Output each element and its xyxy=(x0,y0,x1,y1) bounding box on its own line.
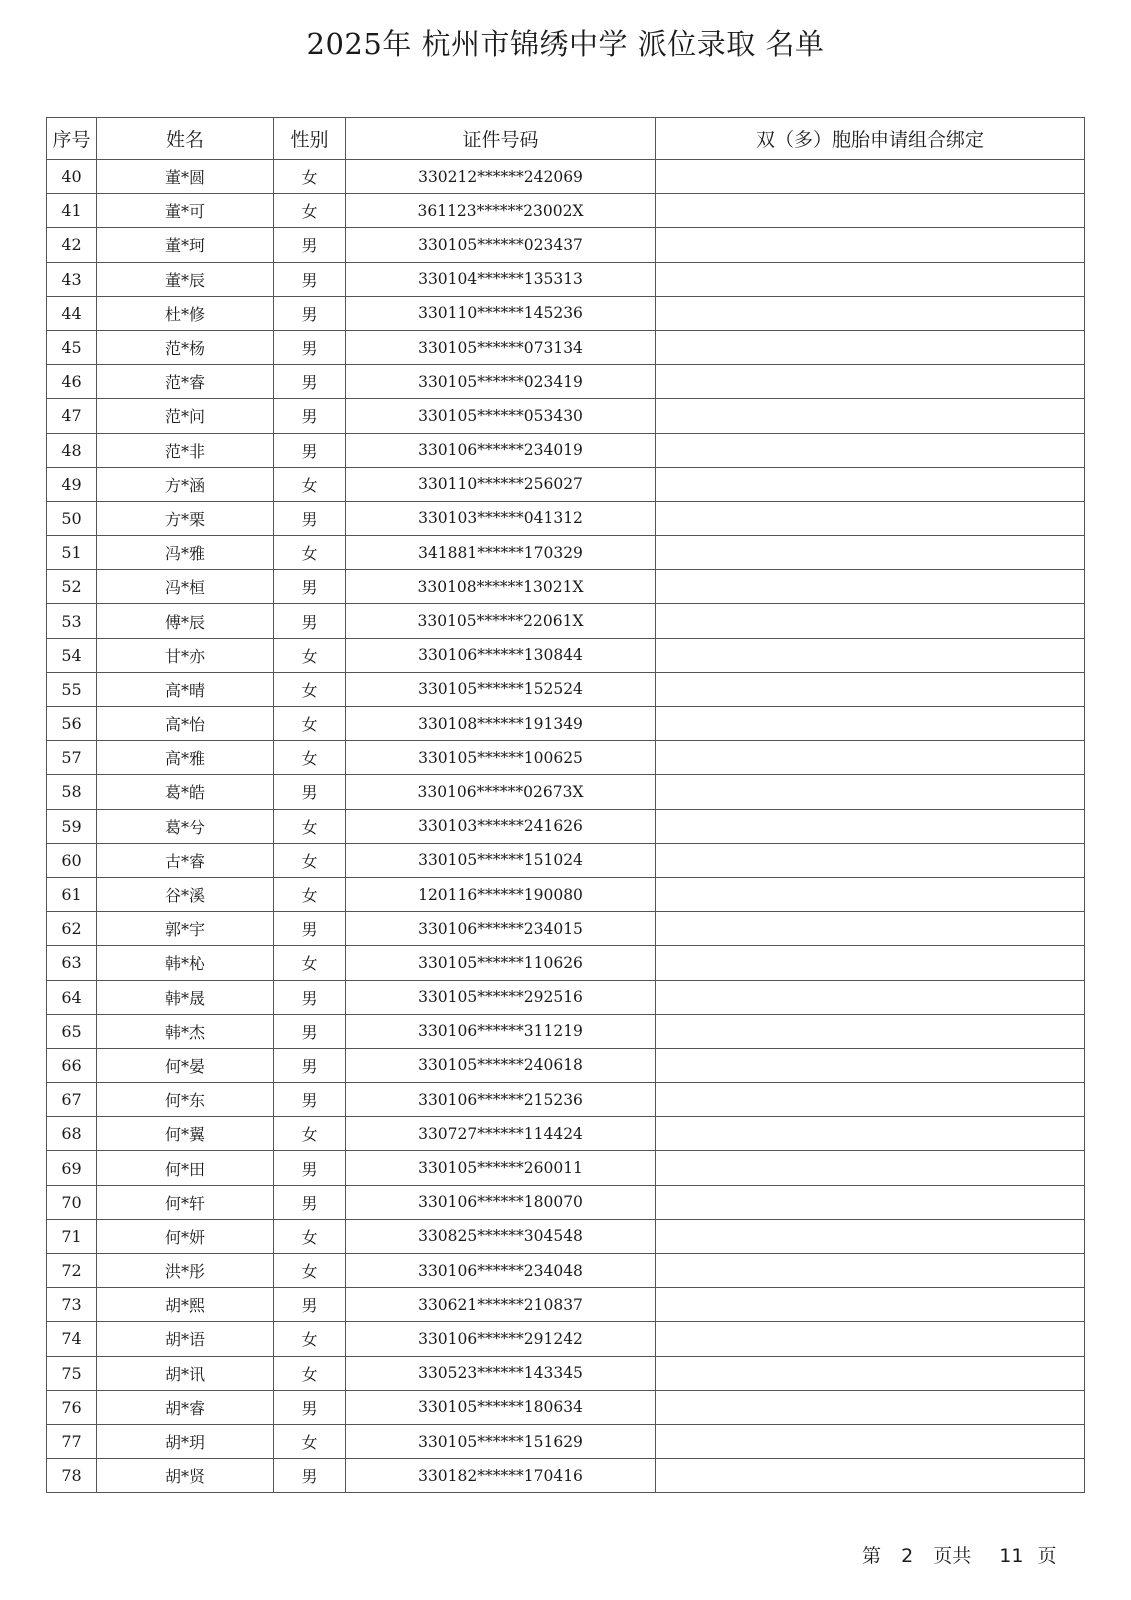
cell-gender: 男 xyxy=(274,262,346,296)
cell-name: 何*翼 xyxy=(97,1117,274,1151)
cell-twin-binding xyxy=(656,433,1085,467)
table-row xyxy=(47,160,1085,194)
cell-serial: 57 xyxy=(47,741,97,775)
cell-id-number: 330106******215236 xyxy=(346,1083,656,1117)
admission-table xyxy=(46,117,1085,1493)
cell-gender: 男 xyxy=(274,604,346,638)
cell-serial: 62 xyxy=(47,912,97,946)
table-row xyxy=(47,980,1085,1014)
column-header-gender: 性别 xyxy=(274,118,346,160)
cell-serial: 74 xyxy=(47,1322,97,1356)
cell-name: 傅*辰 xyxy=(97,604,274,638)
cell-serial: 61 xyxy=(47,877,97,911)
cell-gender: 女 xyxy=(274,160,346,194)
column-header-twin-binding: 双（多）胞胎申请组合绑定 xyxy=(656,118,1085,160)
cell-twin-binding xyxy=(656,912,1085,946)
cell-id-number: 330621******210837 xyxy=(346,1288,656,1322)
cell-id-number: 120116******190080 xyxy=(346,877,656,911)
cell-id-number: 330105******110626 xyxy=(346,946,656,980)
cell-id-number: 330106******180070 xyxy=(346,1185,656,1219)
cell-twin-binding xyxy=(656,160,1085,194)
cell-twin-binding xyxy=(656,877,1085,911)
table-row xyxy=(47,707,1085,741)
cell-id-number: 330105******023437 xyxy=(346,228,656,262)
table-row xyxy=(47,1459,1085,1493)
cell-id-number: 361123******23002X xyxy=(346,194,656,228)
cell-twin-binding xyxy=(656,1424,1085,1458)
table-row xyxy=(47,399,1085,433)
cell-serial: 55 xyxy=(47,672,97,706)
cell-id-number: 330105******152524 xyxy=(346,672,656,706)
cell-twin-binding xyxy=(656,741,1085,775)
cell-serial: 44 xyxy=(47,296,97,330)
cell-serial: 41 xyxy=(47,194,97,228)
page-title: 2025年 杭州市锦绣中学 派位录取 名单 xyxy=(306,27,825,61)
cell-gender: 女 xyxy=(274,1322,346,1356)
table-row xyxy=(47,1117,1085,1151)
cell-twin-binding xyxy=(656,1185,1085,1219)
cell-twin-binding xyxy=(656,194,1085,228)
cell-name: 杜*修 xyxy=(97,296,274,330)
cell-name: 董*辰 xyxy=(97,262,274,296)
cell-gender: 女 xyxy=(274,194,346,228)
cell-name: 何*晏 xyxy=(97,1048,274,1082)
cell-name: 何*东 xyxy=(97,1083,274,1117)
cell-id-number: 330105******22061X xyxy=(346,604,656,638)
cell-name: 胡*语 xyxy=(97,1322,274,1356)
cell-id-number: 330105******100625 xyxy=(346,741,656,775)
cell-gender: 女 xyxy=(274,672,346,706)
cell-name: 胡*讯 xyxy=(97,1356,274,1390)
cell-id-number: 330108******13021X xyxy=(346,570,656,604)
cell-twin-binding xyxy=(656,365,1085,399)
cell-name: 葛*皓 xyxy=(97,775,274,809)
cell-id-number: 330105******023419 xyxy=(346,365,656,399)
cell-id-number: 330105******073134 xyxy=(346,330,656,364)
cell-gender: 女 xyxy=(274,809,346,843)
cell-id-number: 330104******135313 xyxy=(346,262,656,296)
cell-id-number: 341881******170329 xyxy=(346,536,656,570)
cell-twin-binding xyxy=(656,775,1085,809)
cell-serial: 78 xyxy=(47,1459,97,1493)
table-row xyxy=(47,877,1085,911)
cell-id-number: 330108******191349 xyxy=(346,707,656,741)
cell-serial: 67 xyxy=(47,1083,97,1117)
cell-serial: 77 xyxy=(47,1424,97,1458)
table-row xyxy=(47,775,1085,809)
cell-gender: 男 xyxy=(274,1048,346,1082)
cell-twin-binding xyxy=(656,1390,1085,1424)
cell-gender: 女 xyxy=(274,536,346,570)
cell-serial: 75 xyxy=(47,1356,97,1390)
cell-serial: 65 xyxy=(47,1014,97,1048)
table-row xyxy=(47,1219,1085,1253)
cell-name: 范*非 xyxy=(97,433,274,467)
cell-serial: 59 xyxy=(47,809,97,843)
cell-name: 胡*玥 xyxy=(97,1424,274,1458)
cell-gender: 男 xyxy=(274,1288,346,1322)
cell-serial: 50 xyxy=(47,501,97,535)
page-footer xyxy=(862,1541,1057,1568)
cell-serial: 64 xyxy=(47,980,97,1014)
cell-serial: 54 xyxy=(47,638,97,672)
cell-serial: 69 xyxy=(47,1151,97,1185)
cell-name: 高*怡 xyxy=(97,707,274,741)
cell-gender: 男 xyxy=(274,1014,346,1048)
cell-name: 胡*睿 xyxy=(97,1390,274,1424)
table-row xyxy=(47,501,1085,535)
table-row xyxy=(47,672,1085,706)
cell-name: 葛*兮 xyxy=(97,809,274,843)
cell-name: 韩*杺 xyxy=(97,946,274,980)
cell-twin-binding xyxy=(656,946,1085,980)
table-row xyxy=(47,1151,1085,1185)
cell-twin-binding xyxy=(656,1254,1085,1288)
cell-id-number: 330825******304548 xyxy=(346,1219,656,1253)
cell-twin-binding xyxy=(656,570,1085,604)
cell-id-number: 330103******241626 xyxy=(346,809,656,843)
cell-id-number: 330105******292516 xyxy=(346,980,656,1014)
cell-name: 谷*溪 xyxy=(97,877,274,911)
cell-serial: 58 xyxy=(47,775,97,809)
table-row xyxy=(47,262,1085,296)
cell-name: 高*晴 xyxy=(97,672,274,706)
cell-id-number: 330106******130844 xyxy=(346,638,656,672)
cell-twin-binding xyxy=(656,399,1085,433)
footer-page-number: 2 xyxy=(901,1545,914,1567)
table-row xyxy=(47,433,1085,467)
cell-serial: 46 xyxy=(47,365,97,399)
table-row xyxy=(47,604,1085,638)
cell-twin-binding xyxy=(656,1322,1085,1356)
table-row xyxy=(47,228,1085,262)
cell-twin-binding xyxy=(656,228,1085,262)
cell-gender: 女 xyxy=(274,1117,346,1151)
cell-gender: 女 xyxy=(274,707,346,741)
table-row xyxy=(47,296,1085,330)
cell-id-number: 330105******151024 xyxy=(346,843,656,877)
cell-name: 胡*熙 xyxy=(97,1288,274,1322)
cell-serial: 68 xyxy=(47,1117,97,1151)
cell-gender: 男 xyxy=(274,570,346,604)
cell-twin-binding xyxy=(656,536,1085,570)
cell-gender: 女 xyxy=(274,843,346,877)
cell-serial: 42 xyxy=(47,228,97,262)
cell-id-number: 330105******053430 xyxy=(346,399,656,433)
cell-serial: 40 xyxy=(47,160,97,194)
cell-name: 郭*宇 xyxy=(97,912,274,946)
table-row xyxy=(47,1185,1085,1219)
cell-gender: 男 xyxy=(274,399,346,433)
cell-name: 范*杨 xyxy=(97,330,274,364)
cell-gender: 男 xyxy=(274,912,346,946)
cell-id-number: 330523******143345 xyxy=(346,1356,656,1390)
cell-serial: 71 xyxy=(47,1219,97,1253)
table-row xyxy=(47,741,1085,775)
cell-serial: 70 xyxy=(47,1185,97,1219)
cell-gender: 男 xyxy=(274,501,346,535)
cell-serial: 63 xyxy=(47,946,97,980)
cell-gender: 男 xyxy=(274,1151,346,1185)
footer-middle: 页共 xyxy=(933,1545,972,1567)
table-row xyxy=(47,1390,1085,1424)
table-row xyxy=(47,946,1085,980)
footer-prefix: 第 xyxy=(862,1545,882,1567)
cell-id-number: 330103******041312 xyxy=(346,501,656,535)
cell-gender: 女 xyxy=(274,467,346,501)
cell-gender: 女 xyxy=(274,1424,346,1458)
column-header-name: 姓名 xyxy=(97,118,274,160)
cell-serial: 76 xyxy=(47,1390,97,1424)
table-row xyxy=(47,1254,1085,1288)
table-row xyxy=(47,809,1085,843)
cell-serial: 60 xyxy=(47,843,97,877)
cell-gender: 女 xyxy=(274,877,346,911)
cell-name: 方*涵 xyxy=(97,467,274,501)
cell-name: 高*雅 xyxy=(97,741,274,775)
cell-twin-binding xyxy=(656,296,1085,330)
cell-id-number: 330727******114424 xyxy=(346,1117,656,1151)
cell-id-number: 330106******02673X xyxy=(346,775,656,809)
cell-id-number: 330110******145236 xyxy=(346,296,656,330)
cell-gender: 男 xyxy=(274,365,346,399)
cell-serial: 47 xyxy=(47,399,97,433)
cell-id-number: 330105******260011 xyxy=(346,1151,656,1185)
cell-gender: 男 xyxy=(274,1390,346,1424)
cell-twin-binding xyxy=(656,638,1085,672)
cell-gender: 男 xyxy=(274,1083,346,1117)
cell-name: 董*可 xyxy=(97,194,274,228)
column-header-serial: 序号 xyxy=(47,118,97,160)
cell-name: 甘*亦 xyxy=(97,638,274,672)
cell-serial: 53 xyxy=(47,604,97,638)
cell-twin-binding xyxy=(656,604,1085,638)
cell-gender: 女 xyxy=(274,1254,346,1288)
cell-twin-binding xyxy=(656,809,1085,843)
cell-twin-binding xyxy=(656,707,1085,741)
footer-suffix: 页 xyxy=(1037,1545,1057,1567)
cell-twin-binding xyxy=(656,1459,1085,1493)
table-row xyxy=(47,1424,1085,1458)
cell-gender: 男 xyxy=(274,330,346,364)
table-row xyxy=(47,1288,1085,1322)
cell-gender: 女 xyxy=(274,741,346,775)
cell-name: 董*珂 xyxy=(97,228,274,262)
cell-twin-binding xyxy=(656,1219,1085,1253)
cell-serial: 73 xyxy=(47,1288,97,1322)
cell-twin-binding xyxy=(656,262,1085,296)
table-row xyxy=(47,1356,1085,1390)
cell-twin-binding xyxy=(656,501,1085,535)
cell-id-number: 330182******170416 xyxy=(346,1459,656,1493)
footer-total-pages: 11 xyxy=(999,1545,1024,1567)
cell-id-number: 330212******242069 xyxy=(346,160,656,194)
cell-name: 董*圆 xyxy=(97,160,274,194)
cell-name: 韩*杰 xyxy=(97,1014,274,1048)
table-row xyxy=(47,1322,1085,1356)
table-row xyxy=(47,365,1085,399)
table-row xyxy=(47,912,1085,946)
cell-gender: 男 xyxy=(274,296,346,330)
cell-serial: 48 xyxy=(47,433,97,467)
cell-serial: 66 xyxy=(47,1048,97,1082)
cell-gender: 男 xyxy=(274,1459,346,1493)
cell-serial: 45 xyxy=(47,330,97,364)
cell-id-number: 330105******151629 xyxy=(346,1424,656,1458)
cell-serial: 49 xyxy=(47,467,97,501)
cell-serial: 72 xyxy=(47,1254,97,1288)
table-row xyxy=(47,1014,1085,1048)
table-body xyxy=(47,160,1085,1493)
cell-twin-binding xyxy=(656,1288,1085,1322)
cell-serial: 56 xyxy=(47,707,97,741)
cell-serial: 52 xyxy=(47,570,97,604)
cell-id-number: 330106******291242 xyxy=(346,1322,656,1356)
cell-gender: 男 xyxy=(274,980,346,1014)
cell-twin-binding xyxy=(656,672,1085,706)
cell-id-number: 330106******234015 xyxy=(346,912,656,946)
table-row xyxy=(47,570,1085,604)
cell-twin-binding xyxy=(656,330,1085,364)
cell-name: 洪*彤 xyxy=(97,1254,274,1288)
cell-id-number: 330106******234048 xyxy=(346,1254,656,1288)
table-row xyxy=(47,638,1085,672)
cell-id-number: 330105******240618 xyxy=(346,1048,656,1082)
cell-name: 范*问 xyxy=(97,399,274,433)
cell-twin-binding xyxy=(656,1048,1085,1082)
table-row xyxy=(47,536,1085,570)
cell-gender: 男 xyxy=(274,1185,346,1219)
table-header-row xyxy=(47,118,1085,160)
cell-name: 何*妍 xyxy=(97,1219,274,1253)
cell-name: 冯*桓 xyxy=(97,570,274,604)
cell-id-number: 330105******180634 xyxy=(346,1390,656,1424)
table-row xyxy=(47,1048,1085,1082)
cell-name: 胡*贤 xyxy=(97,1459,274,1493)
cell-id-number: 330106******311219 xyxy=(346,1014,656,1048)
cell-name: 冯*雅 xyxy=(97,536,274,570)
cell-serial: 51 xyxy=(47,536,97,570)
cell-gender: 女 xyxy=(274,946,346,980)
cell-serial: 43 xyxy=(47,262,97,296)
cell-name: 何*田 xyxy=(97,1151,274,1185)
cell-twin-binding xyxy=(656,1151,1085,1185)
cell-gender: 男 xyxy=(274,775,346,809)
cell-twin-binding xyxy=(656,1117,1085,1151)
cell-twin-binding xyxy=(656,843,1085,877)
cell-gender: 女 xyxy=(274,1356,346,1390)
cell-id-number: 330106******234019 xyxy=(346,433,656,467)
table-row xyxy=(47,467,1085,501)
cell-gender: 女 xyxy=(274,638,346,672)
cell-name: 何*轩 xyxy=(97,1185,274,1219)
cell-name: 范*睿 xyxy=(97,365,274,399)
cell-twin-binding xyxy=(656,980,1085,1014)
table-row xyxy=(47,330,1085,364)
cell-name: 方*栗 xyxy=(97,501,274,535)
cell-twin-binding xyxy=(656,467,1085,501)
table-row xyxy=(47,843,1085,877)
cell-gender: 男 xyxy=(274,433,346,467)
cell-twin-binding xyxy=(656,1356,1085,1390)
table-row xyxy=(47,1083,1085,1117)
cell-name: 韩*晟 xyxy=(97,980,274,1014)
cell-name: 古*睿 xyxy=(97,843,274,877)
cell-gender: 女 xyxy=(274,1219,346,1253)
cell-gender: 男 xyxy=(274,228,346,262)
cell-id-number: 330110******256027 xyxy=(346,467,656,501)
cell-twin-binding xyxy=(656,1083,1085,1117)
column-header-id-number: 证件号码 xyxy=(346,118,656,160)
cell-twin-binding xyxy=(656,1014,1085,1048)
table-row xyxy=(47,194,1085,228)
